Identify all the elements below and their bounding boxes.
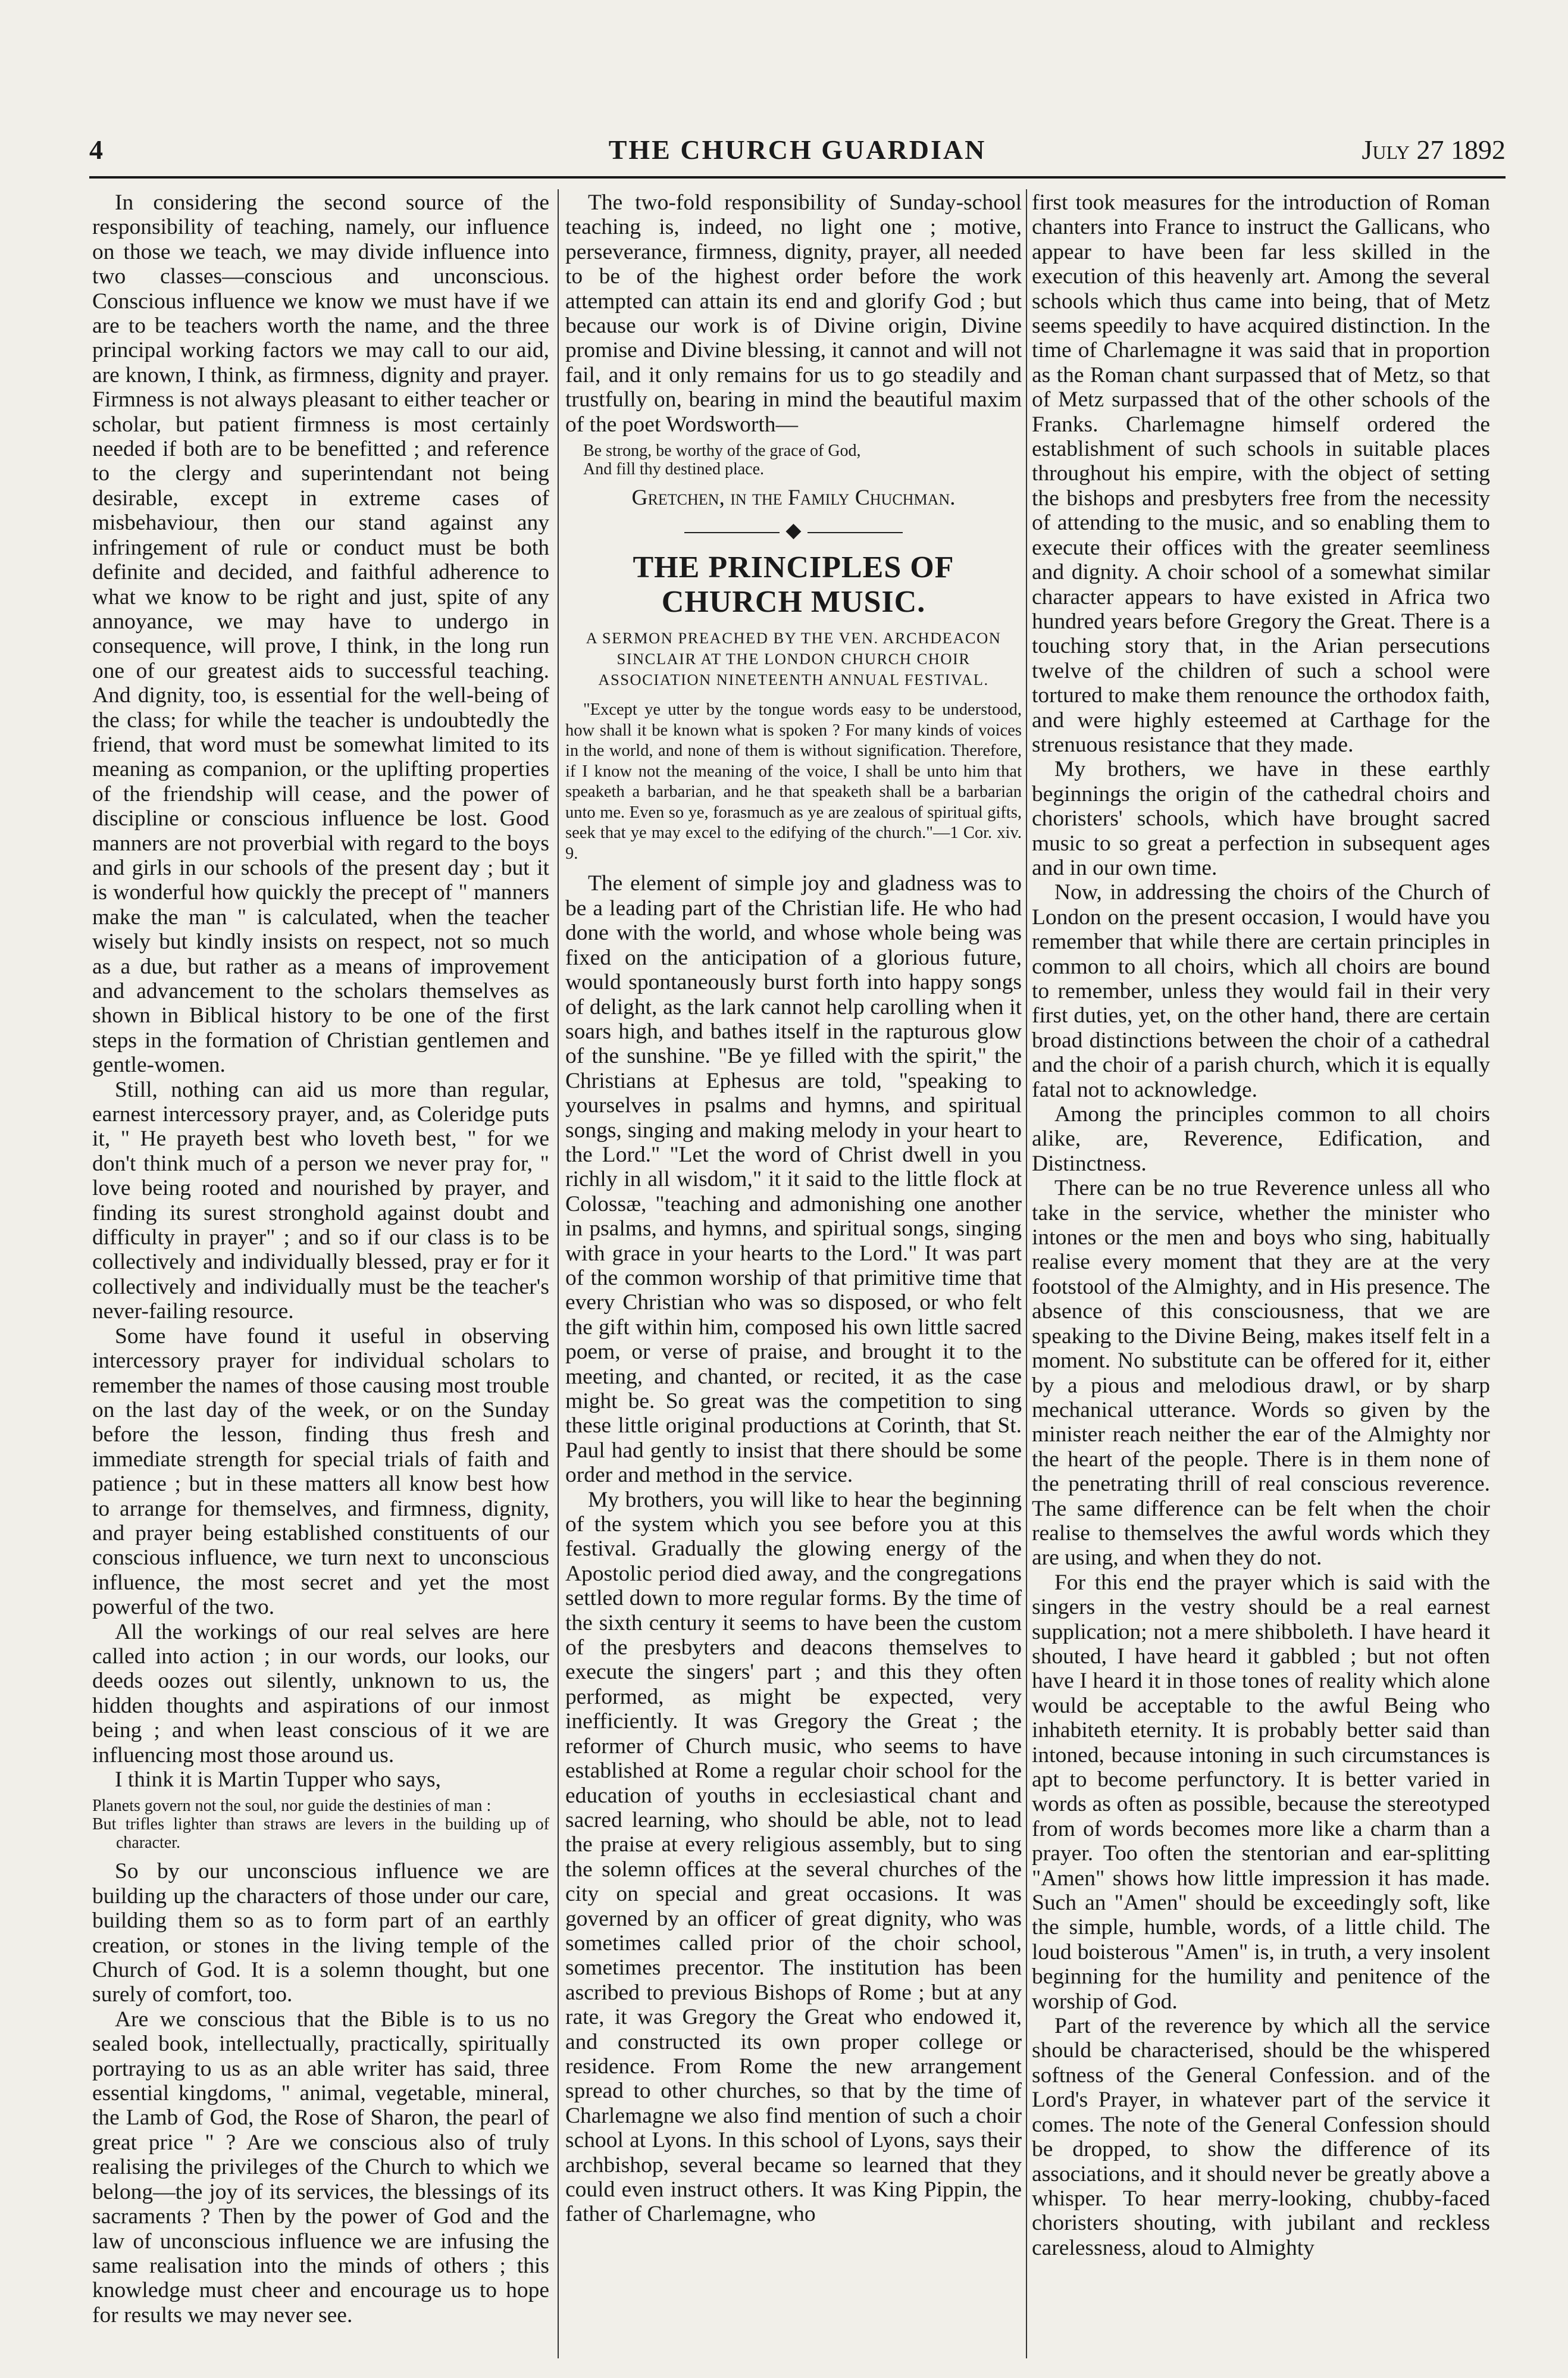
column-3 xyxy=(1032,190,1490,2357)
verse-line: But trifles lighter than straws are levers in the building up of character. xyxy=(92,1815,549,1853)
paragraph: first took measures for the introduction of Roman chanters into France to instruct the Gallicans, who appear to have been far less skilled in the execution of this heavenly art. Among the several schools which thus came into being, that of Metz seems speedily to have acquired distinction. In the time of Charlemagne it was said that in proportion as the Roman chant surpassed that of Metz, so that of Metz surpassed that of the other schools of the Franks. Charlemagne himself ordered the establishment of such schools in suitable places throughout his empire, with the object of setting the bishops and presbyters free from the necessity of attending to the music, and so enabling them to execute their offices with the greater seemliness and dignity. A choir school of a somewhat similar character appears to have existed in Africa two hundred years before Gregory the Great. There is a touching story that, in the Arian persecutions twelve of the children of such a school were tortured to make them renounce the orthodox faith, and were highly esteemed at Carthage for the strenuous resistance that they made. xyxy=(1032,190,1490,757)
column-divider xyxy=(1026,189,1027,2358)
verse-line: Be strong, be worthy of the grace of God, xyxy=(583,442,861,461)
paragraph: There can be no true Reverence unless all who take in the service, whether the minister who intones or the men and boys who sing, habitually realise every moment that they are at the very footstool of the Almighty, and in His presence. The absence of this consciousness, that we are speaking to the Divine Being, makes itself felt in a moment. No substitute can be offered for it, either by a pious and melodious drawl, or by sharp mechanical utterance. Words so given by the minister reach neither the ear of the Almighty nor the heart of the people. There is in them none of the penetrating thrill of real conscious reverence. The same difference can be felt when the choir realise to themselves the awful words which they are using, and when they do not. xyxy=(1032,1176,1490,1570)
paragraph: Part of the reverence by which all the service should be characterised, should be the whispered softness of the General Confession. and of the Lord's Prayer, in whatever part of the service it comes. The note of the General Confession should be dropped, to show the difference of its associations, and it should never be greatly above a whisper. To hear merry-looking, chubby-faced choristers shouting, with jubilant and reckless carelessness, aloud to Almighty xyxy=(1032,2014,1490,2260)
verse-line: Planets govern not the soul, nor guide the destinies of man : xyxy=(92,1797,492,1816)
quoted-verse xyxy=(565,442,1022,478)
paragraph: I think it is Martin Tupper who says, xyxy=(115,1767,441,1792)
paragraph: Still, nothing can aid us more than regular, earnest intercessory prayer, and, as Coleridge puts it, " He prayeth best who loveth best, " for we don't think much of a person we never pray for, " love being rooted and nourished by prayer, and finding its surest stronghold against doubt and difficulty in prayer" ; and so if our class is to be collectively and individually blessed, pray er for it collectively and individually must be the teacher's never-failing resource. xyxy=(92,1077,549,1324)
quoted-verse xyxy=(92,1797,549,1852)
paragraph: Some have found it useful in observing intercessory prayer for individual scholars to remember the names of those causing most trouble on the last day of the week, or on the Sunday before the lesson, finding thus fresh and immediate strength for special trials of faith and patience ; but in these matters all know best how to arrange for themselves, and firmness, dignity, and prayer being established constituents of our conscious influence, we turn next to unconscious influence, the most secret and yet the most powerful of the two. xyxy=(92,1323,549,1620)
article-subhead: A SERMON PREACHED BY THE VEN. ARCHDEACON SINCLAIR AT THE LONDON CHURCH CHOIR ASSOCIATION NINETEENTH ANNUAL FESTIVAL. xyxy=(586,629,1001,689)
paragraph: Among the principles common to all choirs alike, are, Reverence, Edification, and Distinctness. xyxy=(1032,1102,1490,1176)
paragraph: All the workings of our real selves are here called into action ; in our words, our looks, our deeds oozes out silently, unknown to us, the hidden thoughts and aspirations of our inmost being ; and when least conscious of it we are influencing most those around us. xyxy=(92,1619,549,1767)
paragraph: My brothers, we have in these earthly beginnings the origin of the cathedral choirs and choristers' schools, which have brought sacred music to so great a perfection in subsequent ages and in our own time. xyxy=(1032,757,1490,880)
epigraph: "Except ye utter by the tongue words easy to be understood, how shall it be known what is spoken ? For many kinds of voices in the world, and none of them is without signification. Therefore, if I know not the meaning of the voice, I shall be unto him that speaketh a barbarian, and he that speaketh shall be a barbarian unto me. Even so ye, forasmuch as ye are zealous of spiritual gifts, seek that ye may excel to the edifying of the church."—1 Cor. xiv. 9. xyxy=(565,700,1022,863)
article-headline: THE PRINCIPLES OF CHURCH MUSIC. xyxy=(633,550,954,619)
paragraph: My brothers, you will like to hear the beginning of the system which you see before you at this festival. Gradually the glowing energy of the Apostolic period died away, and the congregations settled down to more regular forms. By the time of the sixth century it seems to have been the custom of the presbyters and deacons themselves to execute the singers' part ; and this they often performed, as might be expected, very inefficiently. It was Gregory the Great ; the reformer of Church music, who seems to have established at Rome a regular choir school for the education of youths in ecclesiastical chant and sacred learning, who should be able, not to lead the praise at every religious assembly, but to sing the solemn offices at the several churches of the city on special and great occasions. It was governed by an officer of great dignity, who was sometimes called prior of the choir school, sometimes precentor. The institution has been ascribed to previous Bishops of Rome ; but at any rate, it was Gregory the Great who endowed it, and constructed its own proper college or residence. From Rome the new arrangement spread to other churches, so that by the time of Charlemagne we also find mention of such a choir school at Lyons. In this school of Lyons, says their archbishop, several became so learned that they could even instruct others. It was King Pippin, the father of Charlemagne, who xyxy=(565,1487,1022,2227)
paragraph: Are we conscious that the Bible is to us no sealed book, intellectually, practically, spiritually portraying to us as an able writer has said, three essential kingdoms, " animal, vegetable, mineral, the Lamb of God, the Rose of Sharon, the pearl of great price " ? Are we conscious also of truly realising the privileges of the Church to which we belong—the joy of its services, the blessings of its sacraments ? Then by the power of God and the law of unconscious influence we are infusing the same realisation into the minds of others ; this knowledge must cheer and encourage us to hope for results we may never see. xyxy=(92,2007,549,2327)
paragraph: Now, in addressing the choirs of the Church of London on the present occasion, I would have you remember that while there are certain principles in common to all choirs, which all choirs are bound to remember, unless they would fail in their very first duties, yet, on the other hand, there are certain broad distinctions between the choir of a cathedral and the choir of a parish church, which it is equally fatal not to acknowledge. xyxy=(1032,880,1490,1102)
column-divider xyxy=(558,189,559,2358)
header-rule xyxy=(89,176,1506,179)
paragraph: So by our unconscious influence we are building up the characters of those under our care, building them so as to form part of an earthly creation, or stones in the living temple of the Church of God. It is a solemn thought, but one surely of comfort, too. xyxy=(92,1859,549,2007)
page-number: 4 xyxy=(89,134,103,165)
paragraph: The element of simple joy and gladness was to be a leading part of the Christian life. He who had done with the world, and whose whole being was fixed on the anticipation of a glorious future, would spontaneously burst forth into happy songs of delight, as the lark cannot help carolling when it soars high, and bathes itself in the rapturous glow of the sunshine. "Be ye filled with the spirit," the Christians at Ephesus are told, "speaking to yourselves in psalms and hymns, and spiritual songs, singing and making melody in your heart to the Lord." "Let the word of Christ dwell in you richly in all wisdom," it it said to the little flock at Colossæ, "teaching and admonishing one another in psalms, and hymns, and spiritual songs, singing with grace in your hearts to the Lord." It was part of the common worship of that primitive time that every Christian who was so disposed, or who felt the gift within him, composed his own little sacred poem, or verse of praise, and brought it to the meeting, and chanted, or recited, it as the case might be. So great was the competition to sing these little original productions at Corinth, that St. Paul had gently to insist that there should be some order and method in the service. xyxy=(565,871,1022,1488)
paragraph: The two-fold responsibility of Sunday-school teaching is, indeed, no light one ; motive, perseverance, firmness, dignity, prayer, all needed to be of the highest order before the work attempted can attain its end and glorify God ; but because our work is of Divine origin, Divine promise and Divine blessing, it cannot and will not fail, and it only remains for us to go steadily and trustfully on, bearing in mind the beautiful maxim of the poet Wordsworth— xyxy=(565,190,1022,437)
verse-line: And fill thy destined place. xyxy=(583,460,765,479)
paragraph: In considering the second source of the responsibility of teaching, namely, our influence on those we teach, we may divide influence into two classes—conscious and unconscious. Conscious influence we know we must have if we are to be teachers worth the name, and the three principal working factors we may call to our aid, are known, I think, as firmness, dignity and prayer. Firmness is not always pleasant to either teacher or scholar, but patient firmness is most certainly needed if both are to be benefitted ; and reference to the clergy and superintendant not being desirable, except in extreme cases of misbehaviour, then our stand against any infringement of rule or conduct must be both definite and decided, and faithful adherence to what we know to be right and just, spite of any annoyance, we may have to undergo in consequence, will prove, I think, in the long run one of our greatest aids to successful teaching. And dignity, too, is essential for the well-being of the class; for while the teacher is undoubtedly the friend, that word must be somewhat limited to its meaning as companion, or the uplifting properties of the friendship will cease, and the power of discipline or conscious influence be lost. Good manners are not proverbial with regard to the boys and girls in our schools of the present day ; but it is wonderful how quickly the precept of " manners make the man " is calculated, when the teacher wisely but kindly insists on respect, not so much as a due, but rather as a means of improvement and advancement to the scholars themselves as shown in Biblical history to be one of the first steps in the formation of Christian gentlemen and gentle-women. xyxy=(92,190,549,1078)
newspaper-title: THE CHURCH GUARDIAN xyxy=(608,134,987,165)
section-ornament: ◆ xyxy=(565,521,1022,541)
column-2 xyxy=(565,190,1022,2357)
issue-date: July 27 1892 xyxy=(1362,134,1506,165)
paragraph: For this end the prayer which is said with the singers in the vestry should be a real earnest supplication; not a mere shibboleth. I have heard it shouted, I have heard it gabbled ; but not often have I heard it in those tones of reality which alone would be acceptable to the awful Being who inhabiteth eternity. It is probably better said than intoned, because intoning in such circumstances is apt to become perfunctory. It is better varied in words as often as possible, because the stereotyped from of words becomes more like a charm than a prayer. Too often the stentorian and ear-splitting "Amen" shows how little impression it has made. Such an "Amen" should be exceedingly soft, like the simple, humble, words, of a little child. The loud boisterous "Amen" is, in truth, a very insolent beginning for the humility and penitence of the worship of God. xyxy=(1032,1570,1490,2014)
signature: Gretchen, in the Family Chuchman. xyxy=(631,486,956,511)
page-header xyxy=(89,134,1506,176)
column-1 xyxy=(92,190,549,2357)
